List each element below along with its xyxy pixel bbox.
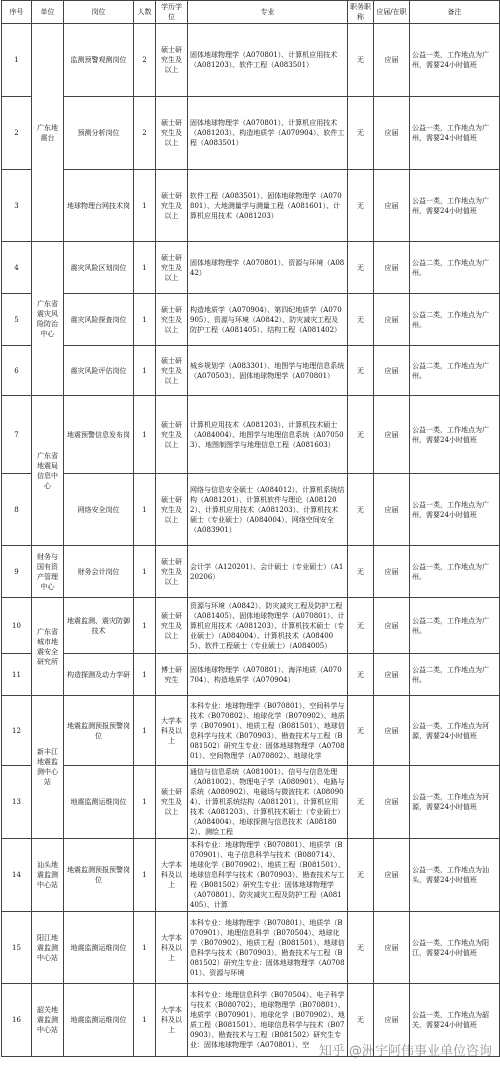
- cell-count: 1: [134, 984, 156, 1057]
- cell-title: 无: [348, 294, 374, 346]
- cell-unit: 汕头地震监测中心站: [32, 839, 64, 912]
- cell-status: 应届: [374, 474, 410, 546]
- header-edu: 学历学位: [156, 1, 188, 24]
- cell-note: 公益二类，工作地点为广州。: [410, 346, 500, 396]
- cell-note: 公益一类，工作地点为广州，需要24小时值班: [410, 396, 500, 474]
- cell-major: 资源与环境（A0842）、防灾减灾工程及防护工程（A081405）、固体地球物理学（A070801）、计算机应用技术（A081203）、计算机技术硕士（专业硕士）（A084004）、计算机技术（A084005）、软件工程硕士（专业硕士）（A084005）: [188, 598, 348, 654]
- cell-major: 本科专业：地球物理学（B070801）、空间科学与技术（B070802）、地球化学（B070902）、地质学（B070901）、地质工程（B081501）、地球信息科学与技术（B070903）、勘查技术与工程（B081502）研究生专业：固体地球物理学（A070801）、空间物理学（A070802）、地球化学: [188, 696, 348, 766]
- cell-count: 1: [134, 912, 156, 984]
- cell-title: 无: [348, 696, 374, 766]
- cell-count: 1: [134, 696, 156, 766]
- table-row: [2, 242, 500, 294]
- cell-post: 震灾风险区划岗位: [64, 242, 134, 294]
- cell-count: 1: [134, 766, 156, 839]
- cell-note: 公益二类，工作地点为广州。: [410, 242, 500, 294]
- cell-note: 公益二类，工作地点为广州。: [410, 654, 500, 696]
- cell-post: 网络安全岗位: [64, 474, 134, 546]
- cell-count: 1: [134, 396, 156, 474]
- cell-status: 应届: [374, 24, 410, 97]
- table-row: [2, 696, 500, 766]
- cell-major: 网络与信息安全硕士（A084012）、计算机系统结构（A081201）、计算机软件与理论（A081202）、计算机应用技术（A081203）、计算机技术硕士（专业硕士）（A084004）、网络空间安全（A083901）: [188, 474, 348, 546]
- cell-note: 公益一类，工作地点为河源，需要24小时值班: [410, 696, 500, 766]
- cell-edu: 硕士研究生及以上: [156, 766, 188, 839]
- cell-seq: 14: [2, 839, 32, 912]
- cell-seq: 15: [2, 912, 32, 984]
- cell-note: 公益一类，工作地点为广州，需要24小时值班: [410, 97, 500, 170]
- table-row: [2, 294, 500, 346]
- cell-edu: 博士研究生: [156, 654, 188, 696]
- table-row: [2, 396, 500, 474]
- cell-seq: 3: [2, 170, 32, 242]
- cell-title: 无: [348, 546, 374, 598]
- cell-title: 无: [348, 396, 374, 474]
- cell-status: 应届: [374, 546, 410, 598]
- cell-major: 固体地球物理学（A070801）、计算机应用技术（A081203）、软件工程（A083501）: [188, 24, 348, 97]
- cell-title: 无: [348, 654, 374, 696]
- cell-note: 公益一类，工作地点为广州。: [410, 546, 500, 598]
- cell-post: 地震预警信息发布岗: [64, 396, 134, 474]
- table-row: [2, 346, 500, 396]
- cell-post: 地震监测运维岗位: [64, 984, 134, 1057]
- cell-count: 1: [134, 839, 156, 912]
- recruitment-table: [1, 0, 500, 1057]
- table-row: [2, 97, 500, 170]
- cell-count: 1: [134, 294, 156, 346]
- cell-status: 应届: [374, 696, 410, 766]
- cell-status: 应届: [374, 170, 410, 242]
- cell-note: 公益一类，工作地点为汕头，需要24小时值班: [410, 839, 500, 912]
- cell-note: 公益一类，工作地点为广州，需要24小时值班: [410, 474, 500, 546]
- cell-seq: 16: [2, 984, 32, 1057]
- cell-status: 应届: [374, 839, 410, 912]
- cell-title: 无: [348, 474, 374, 546]
- cell-title: 无: [348, 839, 374, 912]
- cell-post: 财务会计岗位: [64, 546, 134, 598]
- cell-seq: 7: [2, 396, 32, 474]
- table-row: [2, 766, 500, 839]
- cell-edu: 硕士研究生及以上: [156, 346, 188, 396]
- cell-major: 固体地球物理学（A070801）、资源与环境（A0842）: [188, 242, 348, 294]
- cell-edu: 硕士研究生及以上: [156, 97, 188, 170]
- cell-unit: 广东地震台: [32, 24, 64, 242]
- cell-major: 固体地球物理学（A070801）、计算机应用技术（A081203）、构造地质学（A070904）、软件工程（A083501）: [188, 97, 348, 170]
- cell-count: 1: [134, 546, 156, 598]
- cell-note: 公益一类，工作地点为阳江，需要24小时值班: [410, 912, 500, 984]
- header-status: 应届/在职: [374, 1, 410, 24]
- cell-seq: 11: [2, 654, 32, 696]
- table-row: [2, 912, 500, 984]
- cell-status: 应届: [374, 242, 410, 294]
- cell-edu: 硕士研究生及以上: [156, 170, 188, 242]
- cell-edu: 硕士研究生及以上: [156, 474, 188, 546]
- cell-major: 构造地质学（A070904）、第四纪地质学（A070905）、资源与环境（A0842）、防灾减灾工程及防护工程（A081405）、结构工程（A081402）: [188, 294, 348, 346]
- header-note: 备注: [410, 1, 500, 24]
- cell-status: 应届: [374, 766, 410, 839]
- cell-edu: 大学本科及以上: [156, 696, 188, 766]
- cell-title: 无: [348, 984, 374, 1057]
- cell-seq: 13: [2, 766, 32, 839]
- cell-major: 软件工程（A083501）、固体地球物理学（A070801）、大地测量学与测量工程（A081601）、计算机应用技术（A081203）: [188, 170, 348, 242]
- cell-note: 公益二类，工作地点为广州。: [410, 598, 500, 654]
- cell-edu: 大学本科及以上: [156, 839, 188, 912]
- cell-count: 1: [134, 170, 156, 242]
- cell-post: 地震监测预报预警岗位: [64, 839, 134, 912]
- table-row: [2, 474, 500, 546]
- cell-status: 应届: [374, 346, 410, 396]
- cell-unit: 广东省地震局信息中心: [32, 396, 64, 546]
- header-count: 人数: [134, 1, 156, 24]
- cell-seq: 9: [2, 546, 32, 598]
- cell-count: 1: [134, 242, 156, 294]
- cell-seq: 4: [2, 242, 32, 294]
- cell-major: 会计学（A120201）、会计硕士（专业硕士）（A120206）: [188, 546, 348, 598]
- cell-post: 震灾风险探查岗位: [64, 294, 134, 346]
- cell-count: 1: [134, 598, 156, 654]
- cell-note: 公益一类，工作地点为韶关，需要24小时值班: [410, 984, 500, 1057]
- cell-major: 本科专业：地球物理学（B070801）、地质学（B070901）、电子信息科学与技术（B080714）、地球化学（B070902）、地质工程（B081501）、地球信息科学与技术（B070903）、勘查技术与工程（B081502）研究生专业：固体地球物理学（A070801）、防灾减灾工程及防护工程（A081405）、计算: [188, 839, 348, 912]
- cell-unit: 广东省震灾风险防治中心: [32, 242, 64, 396]
- cell-edu: 硕士研究生及以上: [156, 546, 188, 598]
- table-row: [2, 598, 500, 654]
- cell-unit: 新丰江地震监测中心站: [32, 696, 64, 839]
- cell-post: 构造探测及动力学研: [64, 654, 134, 696]
- cell-count: 1: [134, 346, 156, 396]
- cell-title: 无: [348, 912, 374, 984]
- cell-edu: 硕士研究生及以上: [156, 396, 188, 474]
- cell-count: 2: [134, 97, 156, 170]
- table-row: [2, 546, 500, 598]
- cell-post: 地震监测运维岗位: [64, 766, 134, 839]
- cell-unit: 韶关地震监测中心站: [32, 984, 64, 1057]
- cell-major: 固体地球物理学（A070801）、海洋地质（A070704）、构造地质学（A070904）: [188, 654, 348, 696]
- cell-seq: 12: [2, 696, 32, 766]
- cell-unit: 广东省城市地震安全研究所: [32, 598, 64, 696]
- cell-title: 无: [348, 24, 374, 97]
- cell-major: 本科专业：地理信息科学（B070504）、电子科学与技术（B080702）、地球物理学（B070801）、地质学（B070901）、地球化学（B070902）、地质工程（B081501）、地球信息科学与技术（B070903）、勘查技术与工程（B081502）研究生专业：固体地球物理学（A070801）、空: [188, 984, 348, 1057]
- table-row: [2, 839, 500, 912]
- cell-count: 1: [134, 474, 156, 546]
- watermark-text: 知乎 @洲宇阿伟事业单位咨询: [318, 1044, 492, 1059]
- header-unit: 单位: [32, 1, 64, 24]
- cell-status: 应届: [374, 598, 410, 654]
- cell-seq: 1: [2, 24, 32, 97]
- cell-edu: 硕士研究生及以上: [156, 598, 188, 654]
- header-row: [2, 1, 500, 24]
- cell-count: 2: [134, 24, 156, 97]
- cell-post: 震灾风险评估岗位: [64, 346, 134, 396]
- cell-title: 无: [348, 346, 374, 396]
- cell-status: 应届: [374, 396, 410, 474]
- cell-post: 地球物理台网技术岗: [64, 170, 134, 242]
- table-row: [2, 24, 500, 97]
- cell-status: 应届: [374, 984, 410, 1057]
- cell-title: 无: [348, 766, 374, 839]
- cell-unit: 阳江地震监测中心站: [32, 912, 64, 984]
- cell-seq: 5: [2, 294, 32, 346]
- cell-edu: 硕士研究生及以上: [156, 24, 188, 97]
- cell-status: 应届: [374, 97, 410, 170]
- cell-status: 应届: [374, 654, 410, 696]
- cell-title: 无: [348, 242, 374, 294]
- cell-major: 计算机应用技术（A081203）、计算机技术硕士（A084004）、地图学与地理信息系统（A070503）、地图制图学与地理信息工程（A081603）: [188, 396, 348, 474]
- cell-edu: 大学本科及以上: [156, 984, 188, 1057]
- cell-post: 地震监测预报预警岗位: [64, 696, 134, 766]
- cell-major: 本科专业：地球物理学（B070801）、地质学（B070901）、地理信息科学（B070504）、地球化学（B070902）、地质工程（B081501）、地球信息科学与技术（B070903）、勘查技术与工程（B081502）研究生专业：固体地球物理学（A070801）、资源与环境: [188, 912, 348, 984]
- table-row: [2, 170, 500, 242]
- cell-post: 地震监测运维岗位: [64, 912, 134, 984]
- cell-post: 预测分析岗位: [64, 97, 134, 170]
- cell-major: 通信与信息系统（A081001）、信号与信息处理（A081002）、物理电子学（A080901）、电路与系统（A080902）、电磁场与微波技术（A080904）、计算机系统结构（A081201）、计算机应用技术（A081203）、计算机技术硕士（专业硕士）（A084004）、地球探测与信息技术（A081802）、测绘工程: [188, 766, 348, 839]
- cell-note: 公益二类，工作地点为广州。: [410, 294, 500, 346]
- cell-post: 监测预警观测岗位: [64, 24, 134, 97]
- cell-post: 地震监测、震灾防御技术: [64, 598, 134, 654]
- header-major: 专业: [188, 1, 348, 24]
- cell-seq: 2: [2, 97, 32, 170]
- header-title: 职务职称: [348, 1, 374, 24]
- cell-title: 无: [348, 97, 374, 170]
- cell-status: 应届: [374, 912, 410, 984]
- header-seq: 序号: [2, 1, 32, 24]
- cell-edu: 大学本科及以上: [156, 912, 188, 984]
- cell-seq: 6: [2, 346, 32, 396]
- cell-title: 无: [348, 170, 374, 242]
- cell-edu: 硕士研究生及以上: [156, 242, 188, 294]
- cell-seq: 8: [2, 474, 32, 546]
- cell-edu: 硕士研究生及以上: [156, 294, 188, 346]
- cell-seq: 10: [2, 598, 32, 654]
- cell-note: 公益一类，工作地点为广州，需要24小时值班: [410, 170, 500, 242]
- cell-status: 应届: [374, 294, 410, 346]
- cell-note: 公益一类，工作地点为广州，需要24小时值班: [410, 24, 500, 97]
- cell-count: 1: [134, 654, 156, 696]
- cell-major: 城乡规划学（A083301）、地图学与地理信息系统（A070503）、固体地球物理学（A070801）: [188, 346, 348, 396]
- header-post: 岗位: [64, 1, 134, 24]
- cell-note: 公益一类，工作地点为河源，需要24小时值班: [410, 766, 500, 839]
- cell-title: 无: [348, 598, 374, 654]
- cell-unit: 财务与国有资产管理中心: [32, 546, 64, 598]
- table-row: [2, 654, 500, 696]
